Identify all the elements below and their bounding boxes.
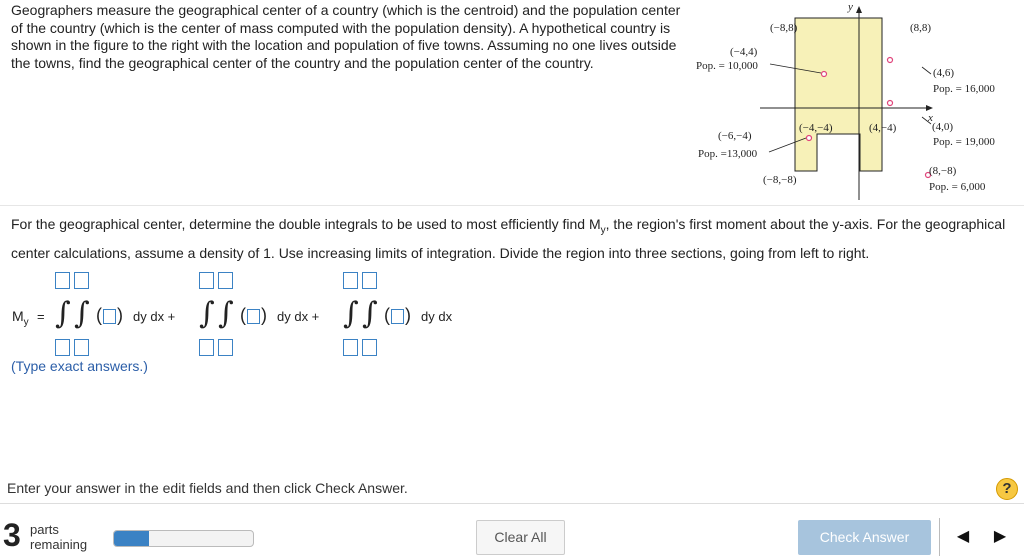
parts-remaining-count: 3 bbox=[3, 517, 21, 553]
integral-sign: ∫ bbox=[55, 296, 71, 331]
term2-inner-lower-input[interactable] bbox=[218, 339, 233, 356]
town4-pop: Pop. = 19,000 bbox=[933, 136, 995, 148]
town1-pop: Pop. = 10,000 bbox=[696, 60, 758, 72]
notch-left-label: (−4,−4) bbox=[799, 122, 833, 134]
equals-sign: = bbox=[37, 309, 45, 324]
term3-outer-upper-input[interactable] bbox=[343, 272, 358, 289]
country-region bbox=[795, 18, 882, 171]
previous-part-button[interactable]: ◀ bbox=[956, 528, 970, 545]
town5-coord: (8,−8) bbox=[929, 165, 957, 177]
enter-instruction: Enter your answer in the edit fields and then click Check Answer. bbox=[7, 480, 408, 496]
term2-outer-lower-input[interactable] bbox=[199, 339, 214, 356]
town4-coord: (4,0) bbox=[932, 121, 954, 133]
term2-integrand-input[interactable] bbox=[247, 309, 260, 324]
corner-ne-label: (8,8) bbox=[910, 22, 932, 34]
town3-pop: Pop. =13,000 bbox=[698, 148, 758, 160]
corner-sw-label: (−8,−8) bbox=[763, 174, 797, 186]
town4-dot bbox=[888, 101, 893, 106]
town3-coord: (−6,−4) bbox=[718, 130, 752, 142]
x-axis-arrow bbox=[926, 105, 933, 111]
town5-pop: Pop. = 6,000 bbox=[929, 181, 986, 193]
term1-integrand-input[interactable] bbox=[103, 309, 116, 324]
term2-differential: dy dx + bbox=[277, 309, 320, 324]
section-divider bbox=[0, 205, 1024, 206]
parts-progress-bar bbox=[113, 530, 254, 547]
footer-divider bbox=[0, 503, 1024, 504]
term1-outer-upper-input[interactable] bbox=[55, 272, 70, 289]
term1-inner-upper-input[interactable] bbox=[74, 272, 89, 289]
type-exact-hint: (Type exact answers.) bbox=[11, 358, 148, 374]
check-answer-button[interactable]: Check Answer bbox=[798, 520, 931, 555]
y-axis-arrow bbox=[856, 6, 862, 13]
term2-inner-upper-input[interactable] bbox=[218, 272, 233, 289]
integral-sign: ∫ bbox=[199, 296, 215, 331]
my-label: $M_y$ bbox=[12, 308, 29, 328]
term3-inner-lower-input[interactable] bbox=[362, 339, 377, 356]
town2-dot bbox=[888, 58, 893, 63]
term1-outer-lower-input[interactable] bbox=[55, 339, 70, 356]
term3-differential: dy dx bbox=[421, 309, 453, 324]
parts-remaining-label: parts remaining bbox=[30, 522, 88, 552]
town2-coord: (4,6) bbox=[933, 67, 955, 79]
term1-differential: dy dx + bbox=[133, 309, 176, 324]
town2-pop: Pop. = 16,000 bbox=[933, 83, 995, 95]
term1-inner-lower-input[interactable] bbox=[74, 339, 89, 356]
clear-all-button[interactable]: Clear All bbox=[476, 520, 565, 555]
nav-separator bbox=[939, 518, 940, 556]
integral-sign: ∫ bbox=[362, 296, 378, 331]
integral-sign: ∫ bbox=[74, 296, 90, 331]
instructions: For the geographical center, determine the double integrals to be used to most efficiently find $M_y$, the region's first moment about the y-axis. For the geographical center calculations, assume a density of 1. Use increasing limits of integration. Divide the region into three sections, going from left to right. bbox=[11, 216, 1006, 261]
help-icon[interactable]: ? bbox=[996, 478, 1018, 500]
term2-outer-upper-input[interactable] bbox=[199, 272, 214, 289]
integral-equation: $M_y$ = ∫ ∫ ( ) dy dx + ∫ ∫ ( ) dy dx + ∫ ∫ ( ) dy dx bbox=[11, 272, 531, 362]
problem-text: Geographers measure the geographical center of a country (which is the centroid) and the population center of the country (which is the center of mass computed with the population density). A hypothetical country is shown in the figure to the right with the location and population of five towns. Assuming no one lives outside the towns, find the geographical center of the country and the population center of the country. bbox=[11, 2, 681, 71]
town3-dot bbox=[807, 136, 812, 141]
town1-coord: (−4,4) bbox=[730, 46, 758, 58]
y-axis-label: y bbox=[848, 1, 853, 13]
x-axis-label: x bbox=[928, 112, 933, 124]
town1-dot bbox=[822, 72, 827, 77]
corner-nw-label: (−8,8) bbox=[770, 22, 798, 34]
country-figure bbox=[690, 0, 1024, 200]
integral-sign: ∫ bbox=[343, 296, 359, 331]
notch-right-label: (4,−4) bbox=[869, 122, 897, 134]
term3-integrand-input[interactable] bbox=[391, 309, 404, 324]
next-part-button[interactable]: ▶ bbox=[993, 528, 1007, 545]
integral-sign: ∫ bbox=[218, 296, 234, 331]
term3-inner-upper-input[interactable] bbox=[362, 272, 377, 289]
parts-progress-fill bbox=[114, 531, 149, 546]
term3-outer-lower-input[interactable] bbox=[343, 339, 358, 356]
